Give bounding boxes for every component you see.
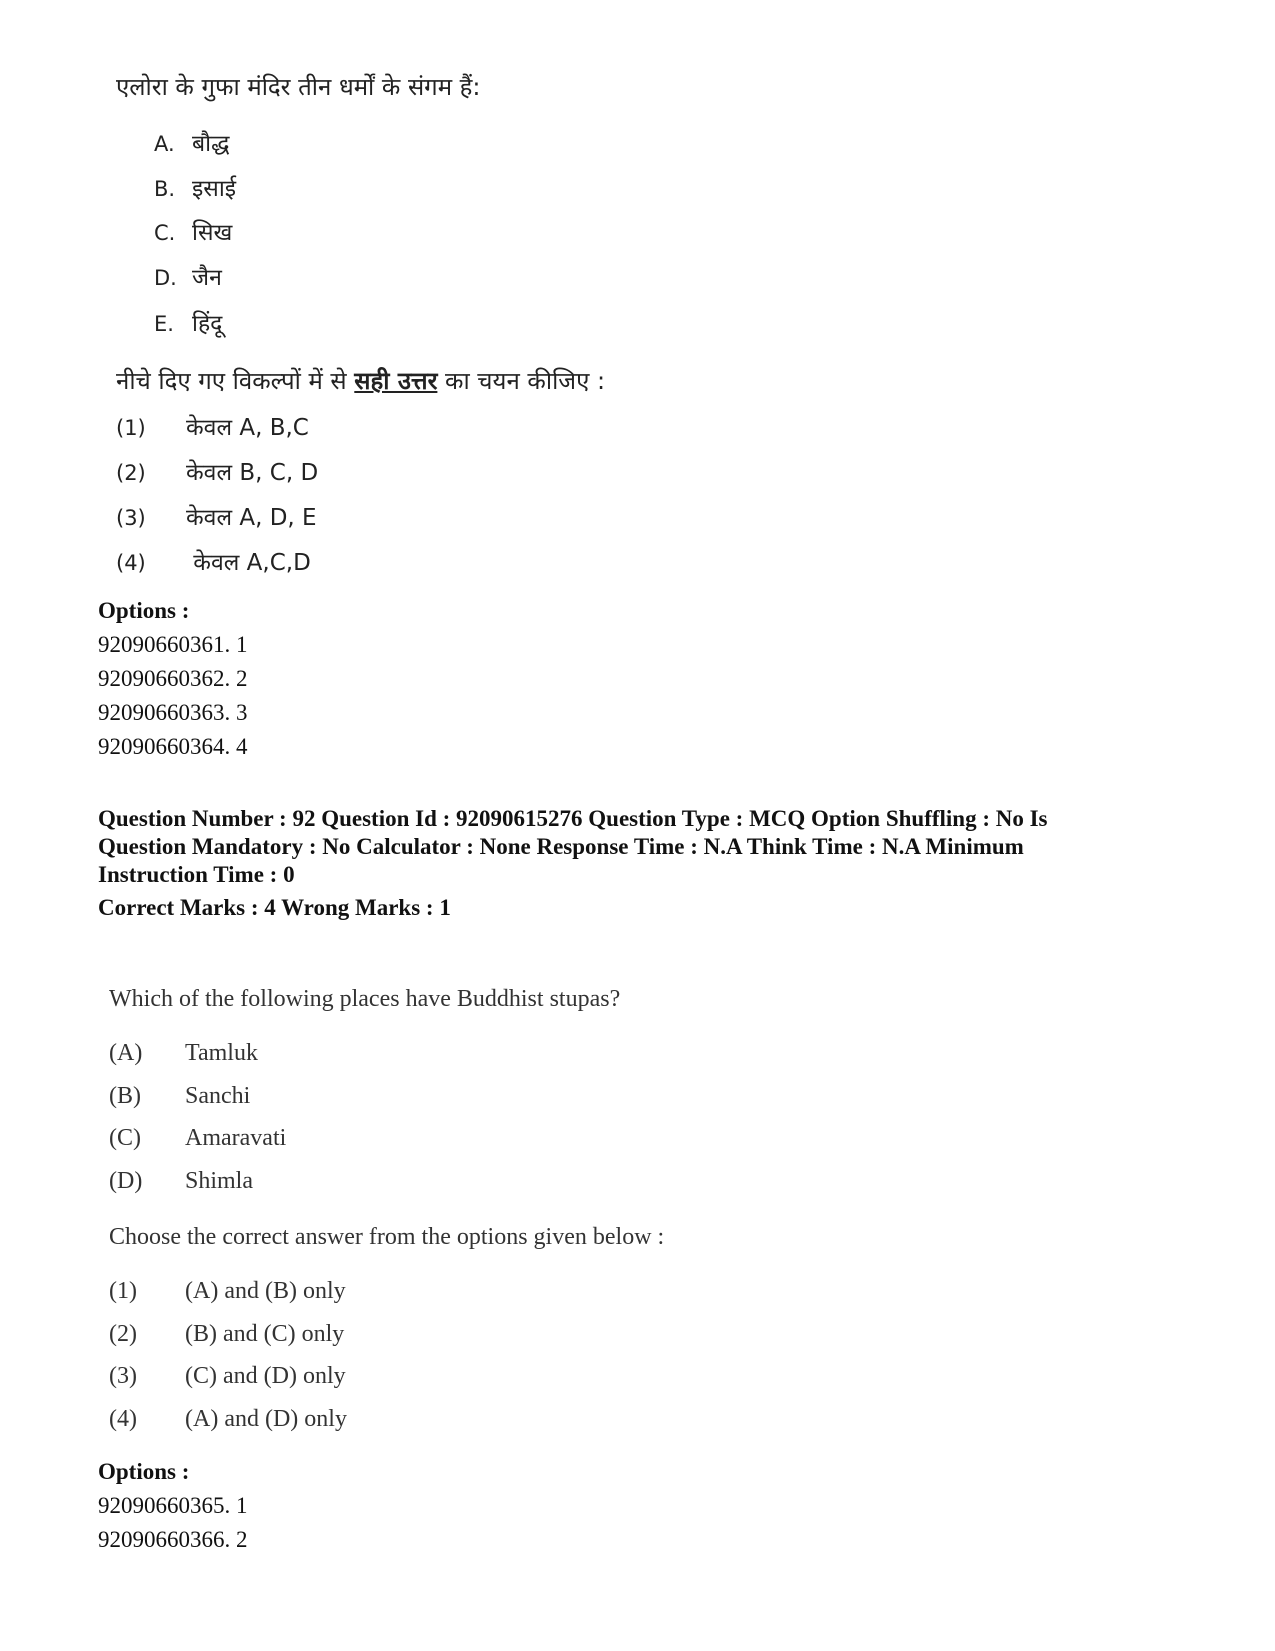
- item-label: B.: [154, 177, 176, 201]
- item-text: Tamluk: [185, 1040, 258, 1066]
- choose-emphasis: सही उत्तर: [354, 367, 438, 395]
- answer-text: केवल A,C,D: [186, 550, 311, 576]
- english-item-d: [109, 1168, 253, 1195]
- options-heading: Options :: [98, 1459, 190, 1484]
- question-meta-line: Question Mandatory : No Calculator : None Response Time : N.A Think Time : N.A Minimum: [98, 834, 1024, 859]
- hindi-answer-1: [116, 410, 309, 442]
- item-text: इसाई: [192, 176, 237, 202]
- item-text: सिख: [192, 220, 233, 246]
- answer-text: केवल B, C, D: [186, 460, 319, 486]
- item-text: जैन: [192, 265, 222, 291]
- answer-number: (3): [116, 506, 146, 530]
- answer-number: (2): [109, 1321, 137, 1347]
- hindi-item-d: [154, 260, 222, 292]
- answer-text: (C) and (D) only: [185, 1363, 346, 1389]
- item-text: Sanchi: [185, 1083, 251, 1109]
- hindi-answer-3: [116, 500, 317, 532]
- english-answer-3: [109, 1363, 346, 1390]
- item-label: (B): [109, 1083, 141, 1109]
- hindi-item-b: [154, 171, 236, 203]
- answer-number: (2): [116, 461, 146, 485]
- choose-suffix: का चयन कीजिए :: [445, 367, 606, 395]
- options-heading: Options :: [98, 598, 190, 623]
- answer-number: (4): [109, 1406, 137, 1432]
- answer-number: (1): [116, 416, 146, 440]
- item-text: बौद्ध: [192, 131, 230, 157]
- answer-number: (4): [116, 551, 146, 575]
- english-answer-4: [109, 1406, 347, 1433]
- item-text: हिंदू: [192, 311, 223, 337]
- english-choose-instruction: Choose the correct answer from the options given below :: [109, 1224, 665, 1250]
- item-label: (A): [109, 1040, 143, 1066]
- english-answer-1: [109, 1278, 346, 1305]
- option-line: 92090660365. 1: [98, 1493, 248, 1518]
- answer-number: (3): [109, 1363, 137, 1389]
- item-label: E.: [154, 312, 174, 336]
- answer-number: (1): [109, 1278, 137, 1304]
- choose-prefix: नीचे दिए गए विकल्पों में से: [116, 367, 347, 395]
- english-item-a: [109, 1040, 258, 1067]
- question-meta-line: Question Number : 92 Question Id : 92090615276 Question Type : MCQ Option Shuffling : No Is: [98, 806, 1048, 831]
- item-label: D.: [154, 266, 177, 290]
- english-question-title: Which of the following places have Buddhist stupas?: [109, 986, 621, 1012]
- question-marks: Correct Marks : 4 Wrong Marks : 1: [98, 895, 451, 920]
- item-text: Amaravati: [185, 1125, 287, 1151]
- option-line: 92090660366. 2: [98, 1527, 248, 1552]
- answer-text: केवल A, B,C: [186, 415, 309, 441]
- hindi-question-title: एलोरा के गुफा मंदिर तीन धर्मों के संगम हैं:: [116, 73, 481, 101]
- item-label: (D): [109, 1168, 143, 1194]
- english-item-b: [109, 1083, 250, 1110]
- option-line: 92090660362. 2: [98, 666, 248, 691]
- answer-text: (A) and (B) only: [185, 1278, 346, 1304]
- option-line: 92090660363. 3: [98, 700, 248, 725]
- hindi-item-e: [154, 306, 222, 338]
- option-line: 92090660364. 4: [98, 734, 248, 759]
- answer-text: केवल A, D, E: [186, 505, 317, 531]
- hindi-choose-instruction: [116, 364, 605, 397]
- item-label: A.: [154, 132, 175, 156]
- answer-text: (A) and (D) only: [185, 1406, 347, 1432]
- answer-text: (B) and (C) only: [185, 1321, 345, 1347]
- item-text: Shimla: [185, 1168, 254, 1194]
- question-meta-line: Instruction Time : 0: [98, 862, 295, 887]
- hindi-item-a: [154, 126, 229, 158]
- hindi-answer-4: [116, 545, 311, 577]
- hindi-item-c: [154, 215, 232, 247]
- english-answer-2: [109, 1321, 344, 1348]
- option-line: 92090660361. 1: [98, 632, 248, 657]
- english-item-c: [109, 1125, 286, 1152]
- item-label: (C): [109, 1125, 141, 1151]
- item-label: C.: [154, 221, 176, 245]
- hindi-answer-2: [116, 455, 318, 487]
